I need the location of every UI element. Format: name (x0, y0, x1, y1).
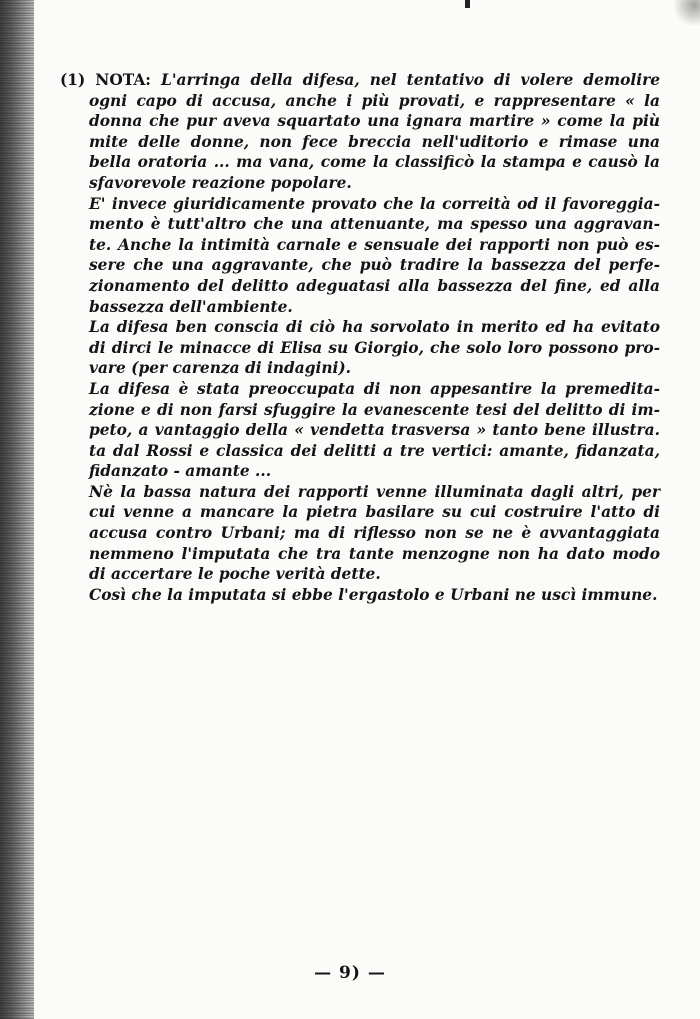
footnote-line: zionamento del delitto adeguatasi alla bassezza del fine, ed alla (89, 276, 660, 295)
footnote-line: mento è tutt'altro che una attenuante, ma spesso una aggravan- (89, 215, 660, 234)
footnote-line: donna che pur aveva squartato una ignara martire » come la più (89, 112, 660, 131)
page-number: — 9) — (314, 963, 386, 983)
footnote-line: sfavorevole reazione popolare. (89, 173, 352, 192)
footnote-line: bassezza dell'ambiente. (89, 297, 293, 316)
footnote-line: sere che una aggravante, che può tradire la bassezza del perfe- (89, 256, 660, 275)
scanned-binding-edge (0, 0, 34, 1019)
footnote-line: cui venne a mancare la pietra basilare su cui costruire l'atto di (89, 503, 660, 522)
footnote-line: Nè la bassa natura dei rapporti venne illuminata dagli altri, per (89, 482, 660, 501)
footnote-line: vare (per carenza di indagini). (89, 359, 352, 378)
footnote-line: di dirci le minacce di Elisa su Giorgio, che solo loro possono pro- (89, 338, 660, 357)
scan-top-mark (465, 0, 470, 8)
footnote-first-line-text: L'arringa della difesa, nel tentativo di volere demolire (161, 71, 661, 89)
footnote-label: (1) NOTA: (60, 71, 151, 89)
footnote-line: mite delle donne, non fece breccia nell'uditorio e rimase una (89, 132, 660, 151)
footnote-block (60, 70, 660, 605)
footnote-line: La difesa ben conscia di ciò ha sorvolato in merito ed ha evitato (89, 318, 660, 337)
footnote-line: E' invece giuridicamente provato che la correità od il favoreggia- (89, 194, 660, 213)
footnote-line: di accertare le poche verità dette. (89, 565, 381, 584)
footnote-line: nemmeno l'imputata che tra tante menzogne non ha dato modo (89, 544, 660, 563)
footnote-line: fidanzato - amante ... (89, 462, 272, 481)
footnote-line: zione e di non farsi sfuggire la evanescente tesi del delitto di im- (89, 400, 660, 419)
scan-corner-speck (672, 0, 700, 26)
footnote-line: Così che la imputata si ebbe l'ergastolo e Urbani ne uscì immune. (89, 585, 658, 604)
footnote-line: ta dal Rossi e classica dei delitti a tre vertici: amante, fidanzata, (89, 441, 660, 460)
footnote-first-line (60, 70, 660, 91)
footnote-line: te. Anche la intimità carnale e sensuale dei rapporti non può es- (89, 235, 660, 254)
footnote-line: La difesa è stata preoccupata di non appesantire la premedita- (89, 379, 660, 398)
footnote-line: bella oratoria ... ma vana, come la classificò la stampa e causò la (89, 153, 660, 172)
footnote-line: accusa contro Urbani; ma di riflesso non se ne è avvantaggiata (89, 524, 660, 543)
footnote-line: peto, a vantaggio della « vendetta trasversa » tanto bene illustra. (89, 421, 660, 440)
footnote-line: ogni capo di accusa, anche i più provati, e rappresentare « la (89, 91, 660, 110)
